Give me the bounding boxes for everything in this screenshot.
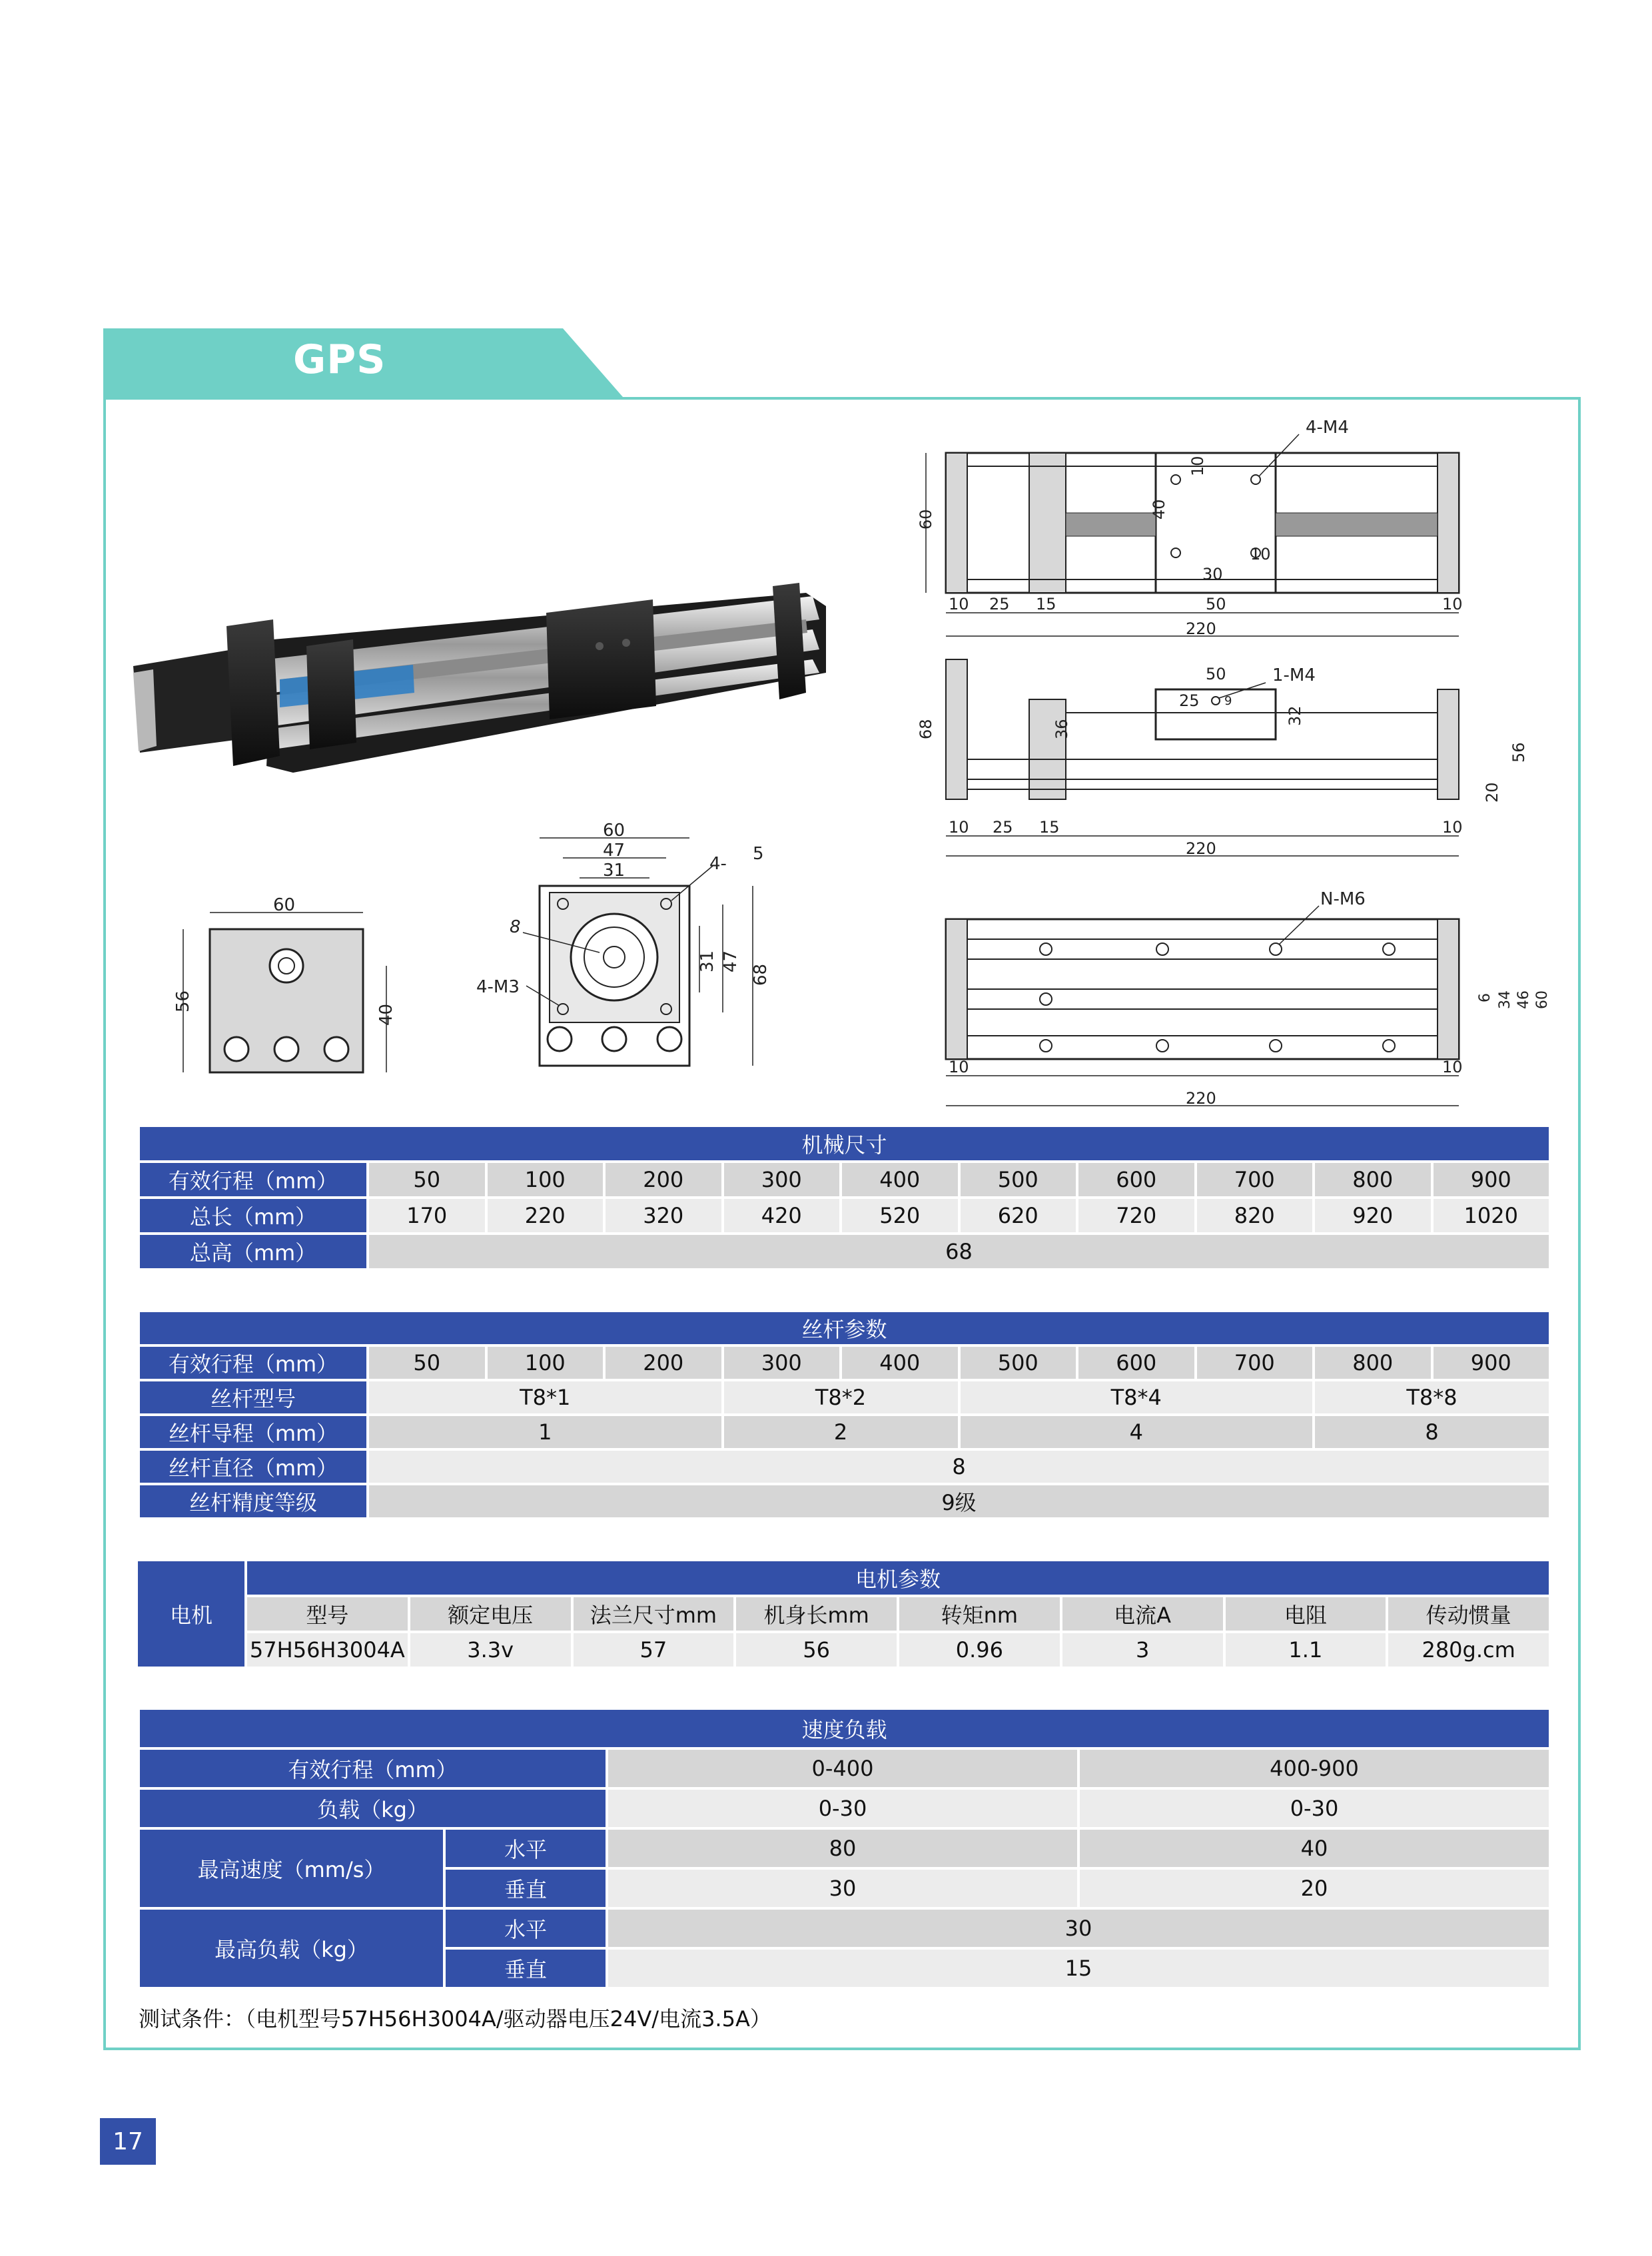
table-cell: 720 xyxy=(1078,1199,1194,1232)
svg-text:30: 30 xyxy=(1202,565,1223,583)
svg-text:47: 47 xyxy=(721,950,741,972)
column-header: 转矩nm xyxy=(899,1597,1060,1631)
row-label: 最高负载（kg） xyxy=(140,1910,443,1987)
page-number: 17 xyxy=(100,2118,156,2165)
top-hole-label: 4-M4 xyxy=(1306,420,1349,438)
svg-text:9: 9 xyxy=(1224,694,1232,708)
motor-side-label: 电机 xyxy=(138,1561,244,1667)
table-cell: 200 xyxy=(606,1163,721,1196)
product-photo xyxy=(133,573,839,773)
svg-text:50: 50 xyxy=(1206,595,1226,613)
svg-text:32: 32 xyxy=(1286,705,1304,726)
motor-flange-drawing xyxy=(473,819,786,1072)
table-cell: 820 xyxy=(1197,1199,1313,1232)
speed-load-table xyxy=(137,1707,1551,1990)
side-hole-label: 1-M4 xyxy=(1272,665,1316,685)
svg-text:220: 220 xyxy=(1186,1089,1216,1108)
table-cell: 50 xyxy=(369,1163,485,1196)
row-sublabel: 水平 xyxy=(446,1910,606,1947)
row-label: 有效行程（mm） xyxy=(140,1347,366,1379)
table-cell: 40 xyxy=(1080,1830,1549,1867)
table-cell: 80 xyxy=(608,1830,1077,1867)
svg-text:68: 68 xyxy=(751,963,771,986)
svg-text:10: 10 xyxy=(1442,1058,1463,1076)
table-cell: 30 xyxy=(608,1870,1077,1907)
table-cell: 0-30 xyxy=(608,1790,1077,1827)
table-cell: 500 xyxy=(961,1163,1076,1196)
table-cell: 1 xyxy=(369,1416,721,1448)
table-cell: 3.3v xyxy=(410,1633,571,1667)
table-cell: 0-400 xyxy=(608,1750,1077,1787)
table-cell: 400-900 xyxy=(1080,1750,1549,1787)
column-header: 法兰尺寸mm xyxy=(574,1597,734,1631)
row-label: 丝杆直径（mm） xyxy=(140,1451,366,1483)
table-cell: 20 xyxy=(1080,1870,1549,1907)
table-cell: 600 xyxy=(1078,1163,1194,1196)
screw-parameters-table xyxy=(137,1310,1551,1520)
row-sublabel: 垂直 xyxy=(446,1950,606,1987)
row-label: 丝杆型号 xyxy=(140,1381,366,1413)
row-label: 总高（mm） xyxy=(140,1235,366,1268)
table-title: 机械尺寸 xyxy=(140,1127,1549,1160)
table-cell: 620 xyxy=(961,1199,1076,1232)
table-cell: T8*8 xyxy=(1315,1381,1549,1413)
svg-text:10: 10 xyxy=(949,1058,969,1076)
svg-text:47: 47 xyxy=(603,841,625,861)
test-conditions-note: 测试条件：（电机型号57H56H3004A/驱动器电压24V/电流3.5A） xyxy=(139,2006,771,2032)
end-view-drawing xyxy=(167,893,413,1092)
table-cell: 800 xyxy=(1315,1347,1431,1379)
table-title: 电机参数 xyxy=(247,1561,1549,1595)
bottom-hole-label: N-M6 xyxy=(1320,889,1366,909)
column-header: 电流A xyxy=(1062,1597,1223,1631)
table-cell: 2 xyxy=(724,1416,958,1448)
row-label: 负载（kg） xyxy=(140,1790,606,1827)
table-cell: 1.1 xyxy=(1226,1633,1386,1667)
table-cell: 57H56H3004A xyxy=(247,1633,408,1667)
table-cell: T8*2 xyxy=(724,1381,958,1413)
table-cell: 50 xyxy=(369,1347,485,1379)
row-label: 丝杆导程（mm） xyxy=(140,1416,366,1448)
column-header: 传动惯量 xyxy=(1388,1597,1549,1631)
svg-text:5: 5 xyxy=(753,844,764,864)
svg-text:10: 10 xyxy=(1442,595,1463,613)
svg-text:40: 40 xyxy=(1150,499,1168,520)
motor-parameters-table xyxy=(135,1559,1551,1669)
svg-text:60: 60 xyxy=(273,895,296,915)
table-cell: 900 xyxy=(1434,1347,1549,1379)
column-header: 电阻 xyxy=(1226,1597,1386,1631)
row-sublabel: 垂直 xyxy=(446,1870,606,1907)
svg-text:56: 56 xyxy=(1509,742,1528,763)
table-cell: 15 xyxy=(608,1950,1549,1987)
row-label: 有效行程（mm） xyxy=(140,1750,606,1787)
table-cell: 300 xyxy=(724,1163,840,1196)
table-title: 丝杆参数 xyxy=(140,1312,1549,1344)
svg-text:25: 25 xyxy=(989,595,1010,613)
svg-text:60: 60 xyxy=(1534,990,1551,1009)
table-cell: T8*4 xyxy=(961,1381,1313,1413)
svg-text:4-: 4- xyxy=(709,854,727,874)
svg-text:15: 15 xyxy=(1039,818,1060,837)
table-cell: 320 xyxy=(606,1199,721,1232)
svg-text:25: 25 xyxy=(1179,691,1200,710)
table-cell: 600 xyxy=(1078,1347,1194,1379)
table-cell: 100 xyxy=(488,1163,604,1196)
svg-text:10: 10 xyxy=(949,818,969,837)
row-label: 最高速度（mm/s） xyxy=(140,1830,443,1907)
table-cell: 0-30 xyxy=(1080,1790,1549,1827)
svg-text:220: 220 xyxy=(1186,839,1216,858)
svg-text:56: 56 xyxy=(173,990,193,1012)
table-cell: T8*1 xyxy=(369,1381,721,1413)
svg-text:25: 25 xyxy=(993,818,1013,837)
svg-text:60: 60 xyxy=(603,821,625,841)
svg-text:60: 60 xyxy=(917,509,935,530)
bottom-view-drawing xyxy=(913,886,1559,1112)
table-cell: 220 xyxy=(488,1199,604,1232)
table-cell: 500 xyxy=(961,1347,1076,1379)
row-label: 丝杆精度等级 xyxy=(140,1485,366,1517)
table-cell: 920 xyxy=(1315,1199,1431,1232)
column-header: 型号 xyxy=(247,1597,408,1631)
svg-text:20: 20 xyxy=(1483,782,1501,803)
mechanical-dimensions-table xyxy=(137,1124,1551,1271)
table-cell: 170 xyxy=(369,1199,485,1232)
svg-text:31: 31 xyxy=(697,950,717,972)
svg-text:10: 10 xyxy=(949,595,969,613)
svg-text:40: 40 xyxy=(376,1003,396,1026)
table-cell: 700 xyxy=(1197,1163,1313,1196)
table-cell: 280g.cm xyxy=(1388,1633,1549,1667)
top-view-drawing xyxy=(913,420,1492,646)
table-cell: 4 xyxy=(961,1416,1313,1448)
table-cell: 700 xyxy=(1197,1347,1313,1379)
column-header: 机身长mm xyxy=(736,1597,897,1631)
svg-text:10: 10 xyxy=(1442,818,1463,837)
table-cell: 3 xyxy=(1062,1633,1223,1667)
table-cell: 420 xyxy=(724,1199,840,1232)
table-cell: 300 xyxy=(724,1347,840,1379)
svg-text:6: 6 xyxy=(1477,993,1493,1002)
svg-text:34: 34 xyxy=(1497,990,1513,1009)
svg-text:10: 10 xyxy=(1188,456,1207,476)
table-cell: 520 xyxy=(842,1199,958,1232)
table-cell: 8 xyxy=(369,1451,1549,1483)
row-sublabel: 水平 xyxy=(446,1830,606,1867)
table-cell: 57 xyxy=(574,1633,734,1667)
row-label: 有效行程（mm） xyxy=(140,1163,366,1196)
svg-text:220: 220 xyxy=(1186,619,1216,638)
svg-text:31: 31 xyxy=(603,861,625,881)
svg-text:15: 15 xyxy=(1036,595,1056,613)
svg-text:10: 10 xyxy=(1250,545,1271,564)
row-label: 总长（mm） xyxy=(140,1199,366,1232)
side-view-drawing xyxy=(913,646,1532,866)
table-cell: 400 xyxy=(842,1347,958,1379)
section-title: GPS xyxy=(293,336,386,383)
table-cell: 900 xyxy=(1434,1163,1549,1196)
column-header: 额定电压 xyxy=(410,1597,571,1631)
table-cell: 9级 xyxy=(369,1485,1549,1517)
table-cell: 0.96 xyxy=(899,1633,1060,1667)
svg-text:50: 50 xyxy=(1206,665,1226,683)
svg-text:68: 68 xyxy=(917,719,935,739)
svg-text:8: 8 xyxy=(510,917,521,937)
table-cell: 100 xyxy=(488,1347,604,1379)
svg-text:36: 36 xyxy=(1052,719,1071,739)
table-cell: 56 xyxy=(736,1633,897,1667)
table-cell: 8 xyxy=(1315,1416,1549,1448)
table-title: 速度负载 xyxy=(140,1710,1549,1747)
table-cell: 68 xyxy=(369,1235,1549,1268)
table-cell: 800 xyxy=(1315,1163,1431,1196)
table-cell: 200 xyxy=(606,1347,721,1379)
table-cell: 1020 xyxy=(1434,1199,1549,1232)
svg-text:46: 46 xyxy=(1515,990,1532,1009)
svg-text:4-M3: 4-M3 xyxy=(476,977,520,997)
table-cell: 400 xyxy=(842,1163,958,1196)
table-cell: 30 xyxy=(608,1910,1549,1947)
